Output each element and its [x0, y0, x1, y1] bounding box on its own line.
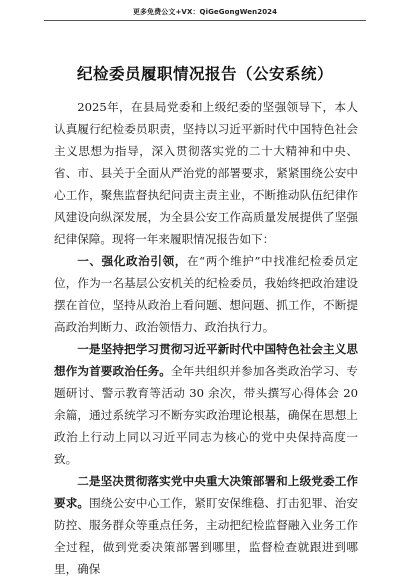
- item-2-heading: 二是坚决贯彻落实党中央重大决策部署和上级党委工作要求。: [54, 474, 358, 510]
- item-2-text: 围绕公安中心工作，紧盯安保维稳、打击犯罪、治安防控、服务群众等重点任务，主动把纪检监督融入业务工作全过程，做到党委决策部署到哪里，监督检查就跟进到哪里，确保: [54, 496, 358, 576]
- item-1-text: 全年共组织并参加各类政治学习、专题研讨、警示教育等活动 30 余次，带头撰写心得体会 20 余篇，通过系统学习不断夯实政治理论根基，确保在思想上政治上行动上同以习近平同志为核心的党中央保持高度一致。: [54, 364, 358, 466]
- item-2-paragraph: [54, 470, 358, 580]
- section-1-heading: 一、强化政治引领，: [77, 254, 187, 268]
- document-body: [54, 96, 358, 580]
- section-1-text: 在“两个维护”中找准纪检委员定位，作为一名基层公安机关的纪检委员，我始终把政治建设摆在首位，坚持从政治上看问题、想问题、抓工作，不断提高政治判断力、政治领悟力、政治执行力。: [54, 254, 358, 334]
- item-1-paragraph: [54, 338, 358, 470]
- intro-paragraph: 2025年，在县局党委和上级纪委的坚强领导下，本人认真履行纪检委员职责，坚持以习近平新时代中国特色社会主义思想为指导，深入贯彻落实党的二十大精神和中央、省、市、县关于全面从严治党的部署要求，紧紧围绕公安中心工作，聚焦监督执纪问责主责主业，不断推动队伍纪律作风建设向纵深发展，为全县公安工作高质量发展提供了坚强纪律保障。现将一年来履职情况报告如下：: [54, 100, 358, 246]
- header-divider: [44, 20, 366, 21]
- document-title: 纪检委员履职情况报告（公安系统）: [76, 64, 333, 83]
- item-1-heading: 一是坚持把学习贯彻习近平新时代中国特色社会主义思想作为首要政治任务。: [54, 342, 358, 378]
- section-1-paragraph: [54, 250, 358, 338]
- header-note: 更多免费公文+VX：QiGeGongWen2024: [132, 8, 278, 16]
